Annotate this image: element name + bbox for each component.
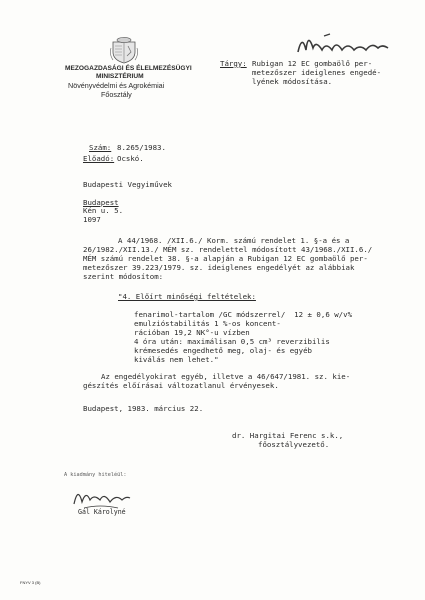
form-code: FNYV 3 (B) [20,580,41,585]
quoted-line: kiválás nem lehet." [134,355,219,364]
ministry-name: MEZOGAZDASÁGI ÉS ÉLELMEZÉSÜGYI [65,65,192,72]
handwritten-initials-icon [296,28,390,62]
signatory-title: főosztályvezető. [258,440,330,449]
addressee-street: Kén u. 5. [83,206,124,215]
quoted-line: emulzióstabilitás 1 %-os koncent- [134,319,281,328]
quoted-line: krémesedés engedhető meg, olaj- és egyéb [134,346,312,355]
body-line: gészítés előírásai változatlanul érvényesek. [83,381,279,390]
subject-line: metezőszer ideiglenes engedé- [252,68,382,77]
signatory-name: dr. Hargitai Ferenc s.k., [232,431,344,440]
coat-of-arms-icon [109,36,139,64]
number-value: 8.265/1983. [117,143,166,152]
quoted-line: 4 óra után: maximálisan 0,5 cm³ reverzibilis [134,337,330,346]
department-name-line2: Főosztály [101,90,132,99]
officer-value: Ocskó. [117,154,144,163]
body-line: 26/1982./XII.13./ MÉM sz. rendelettel módosított 43/1968./XII.6./ [83,245,373,254]
certification-stamp-text: A kiadmány hiteléül: [64,472,127,478]
ministry-name-line2: MINISZTÉRIUM [96,73,144,80]
officer-label: Előadó: [83,154,115,163]
addressee-city: Budapest [83,198,119,207]
place-date: Budapest, 1983. március 22. [83,404,204,413]
addressee-name: Budapesti Vegyiművek [83,180,172,189]
certification-name: Gál Károlyné [78,508,126,516]
body-line: Az engedélyokirat egyéb, illetve a 46/647/1981. sz. kie- [101,372,351,381]
quoted-line: fenarimol-tartalom /GC módszerrel/ 12 ± 0,6 w/v% [134,310,353,319]
body-line: MÉM számú rendelet 38. §-a alapján a Rubigan 12 EC gombaölő per- [83,254,368,263]
subject-line: Rubigan 12 EC gombaölő per- [252,59,373,68]
quoted-section-title: "4. Előírt minőségi feltételek: [118,292,256,301]
quoted-line: rációban 19,2 NK°-u vízben [134,328,250,337]
department-name: Növényvédelmi és Agrokémiai [68,81,165,90]
addressee-postcode: 1097 [83,215,101,224]
body-line: metezőszer 39.223/1979. sz. ideiglenes engedélyét az alábbiak [83,263,355,272]
body-line: szerint módosítom: [83,272,164,281]
body-line: A 44/1968. /XII.6./ Korm. számú rendelet 1. §-a és a [118,236,350,245]
subject-label: Tárgy: [220,59,247,68]
number-label: Szám: [89,143,112,152]
subject-line: lyének módosítása. [252,77,333,86]
